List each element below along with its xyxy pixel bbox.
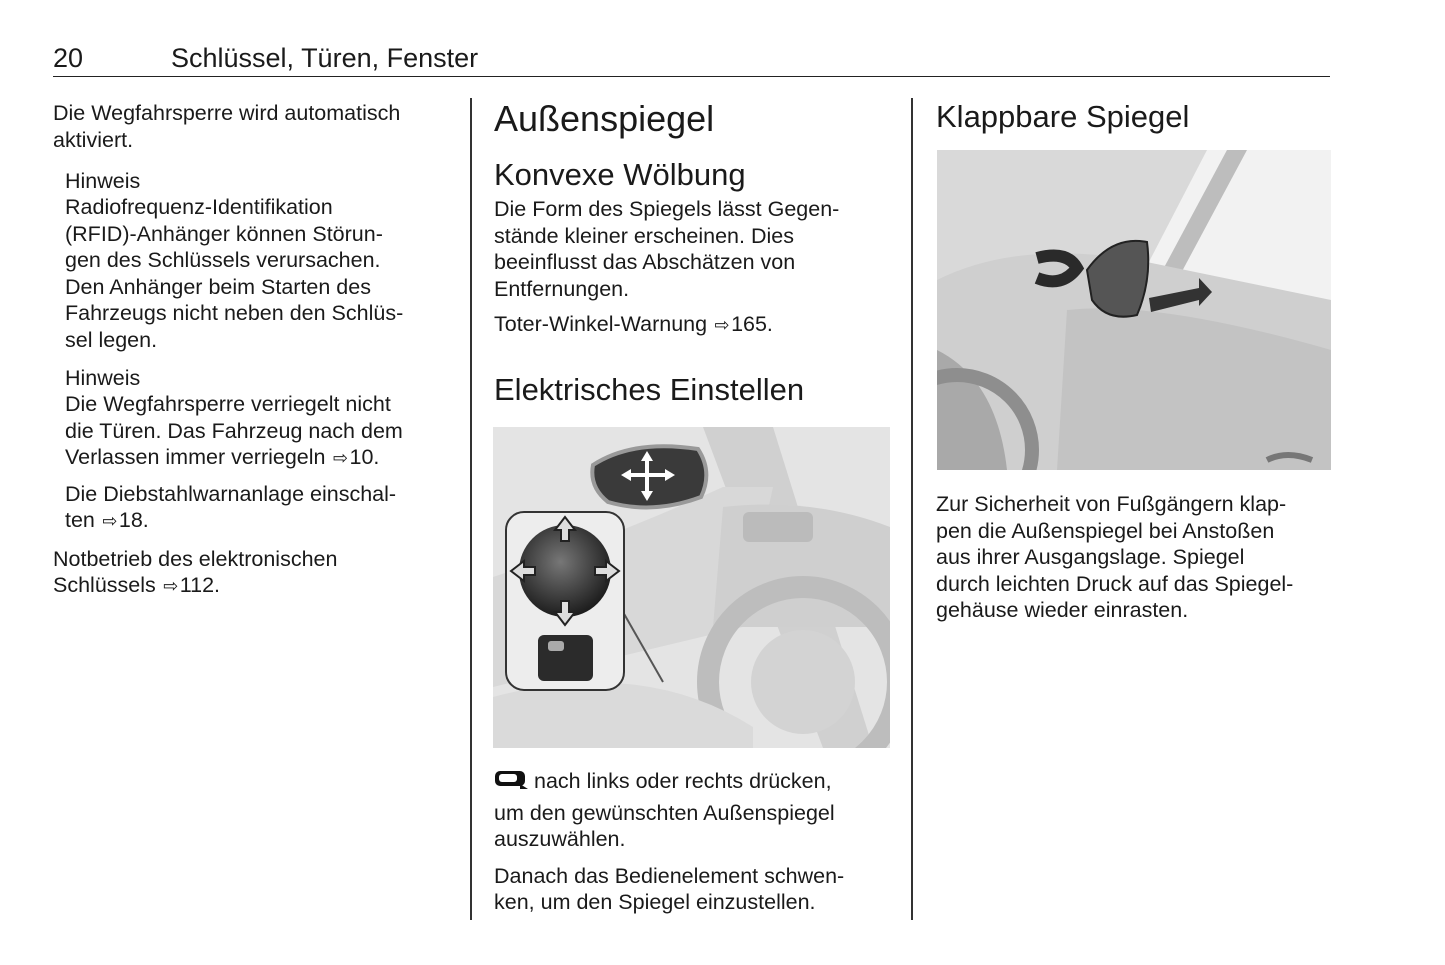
note-line: Fahrzeugs nicht neben den Schlüs- [65, 301, 404, 325]
folding-mirror-illustration [937, 150, 1331, 470]
note-line: Die Diebstahlwarnanlage einschal- [65, 481, 397, 506]
note-locking [65, 365, 453, 535]
note-line-text: Verlassen immer verriegeln [65, 445, 326, 469]
body-line: Die Form des Spiegels lässt Gegen- [494, 197, 840, 221]
body-line [494, 311, 894, 339]
note-line-text: ten [65, 508, 95, 532]
left-column [53, 100, 453, 600]
middle-column-lower [494, 768, 894, 916]
page-ref-icon: ⇨ [332, 448, 349, 468]
body-line [494, 768, 894, 797]
body-line: um den gewünschten Außenspiegel [494, 800, 835, 825]
note-line: Die Wegfahrsperre verriegelt nicht [65, 392, 391, 416]
subsection-title: Konvexe Wölbung [494, 157, 746, 192]
page-number: 20 [53, 43, 84, 73]
body-line: aus ihrer Ausgangslage. Spiegel [936, 545, 1245, 569]
note-line: (RFID)-Anhänger können Störun- [65, 221, 383, 246]
page-ref[interactable]: 18. [118, 508, 149, 532]
body-line: auszuwählen. [494, 827, 626, 851]
right-column [936, 98, 1336, 136]
body-line [53, 572, 453, 600]
body-line: ken, um den Spiegel einzustellen. [494, 890, 816, 914]
body-line: beeinflusst das Abschätzen von [494, 250, 796, 274]
section-title: Klappbare Spiegel [936, 99, 1190, 134]
note-line: Den Anhänger beim Starten des [65, 274, 371, 299]
note-title: Hinweis [65, 366, 141, 390]
column-divider-left [470, 98, 472, 920]
mirror-selector-icon [494, 770, 528, 797]
note-rfid [65, 168, 453, 353]
body-line: Zur Sicherheit von Fußgängern klap- [936, 492, 1287, 516]
page-ref[interactable]: 165. [731, 312, 773, 336]
column-divider-right [911, 98, 913, 920]
body-line-text: Schlüssels [53, 573, 156, 597]
chapter-title: Schlüssel, Türen, Fenster [171, 43, 479, 73]
body-line: Danach das Bedienelement schwen- [494, 863, 845, 888]
middle-column [494, 98, 894, 409]
page-ref[interactable]: 112. [179, 573, 220, 597]
note-line: die Türen. Das Fahrzeug nach dem [65, 418, 403, 443]
page-ref[interactable]: 10. [349, 445, 380, 469]
body-line: Entfernungen. [494, 276, 630, 301]
body-line: stände kleiner erscheinen. Dies [494, 223, 794, 248]
page-header [53, 42, 1330, 77]
note-line [65, 444, 453, 472]
note-line [65, 507, 453, 535]
body-line: Notbetrieb des elektronischen [53, 546, 338, 571]
note-line: sel legen. [65, 327, 158, 352]
page-ref-icon: ⇨ [163, 576, 179, 596]
right-column-body [936, 491, 1336, 624]
emergency-operation [53, 546, 453, 600]
note-line: gen des Schlüssels verursachen. [65, 248, 381, 272]
subsection-title: Elektrisches Einstellen [494, 371, 805, 407]
note-title: Hinweis [65, 169, 141, 193]
section-title: Außenspiegel [494, 98, 715, 139]
page-ref-icon: ⇨ [714, 315, 730, 335]
page-ref-icon: ⇨ [102, 511, 118, 531]
note-line: Radiofrequenz-Identifikation [65, 195, 333, 219]
mirror-control-illustration [493, 427, 890, 748]
body-line-text: Toter-Winkel-Warnung [494, 312, 708, 336]
immobilizer-intro: Die Wegfahrsperre wird automatisch aktiviert. [53, 101, 401, 152]
body-line: durch leichten Druck auf das Spiegel- [936, 571, 1294, 596]
body-line: gehäuse wieder einrasten. [936, 598, 1189, 622]
body-line: pen die Außenspiegel bei Anstoßen [936, 518, 1275, 543]
body-line-text: nach links oder rechts drücken, [534, 769, 832, 793]
